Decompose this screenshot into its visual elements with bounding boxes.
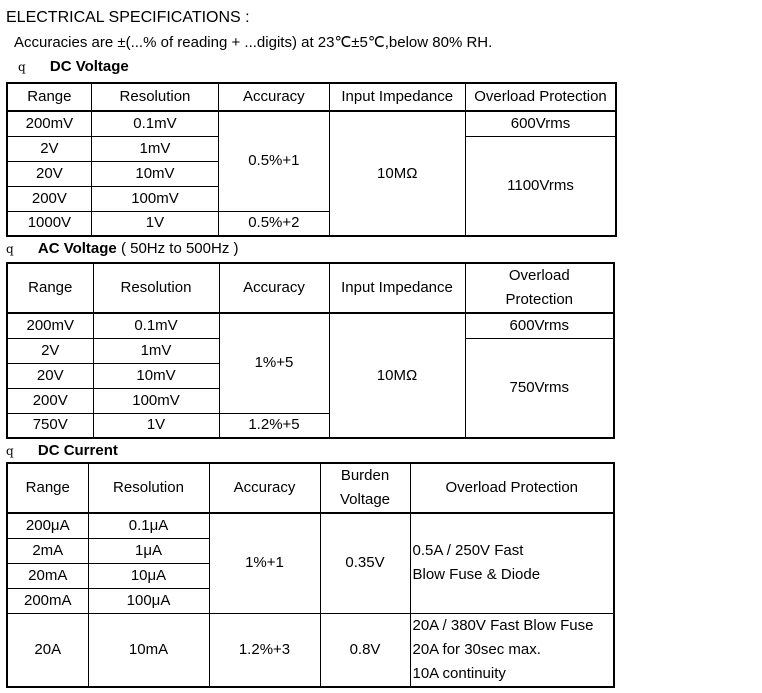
- accuracy-cell: 1.2%+5: [219, 413, 329, 438]
- range-cell: 750V: [7, 413, 93, 438]
- range-cell: 20V: [7, 161, 91, 186]
- dc-voltage-title: DC Voltage: [49, 58, 129, 75]
- resolution-cell: 10mV: [91, 161, 218, 186]
- accuracy-cell: 1%+1: [209, 513, 320, 613]
- header-accuracy: Accuracy: [219, 263, 329, 313]
- header-overload-protection: [465, 263, 614, 313]
- range-cell: 20A: [7, 613, 88, 687]
- header-resolution: Resolution: [88, 463, 209, 513]
- resolution-cell: 10mA: [88, 613, 209, 687]
- burden-cell: 0.35V: [320, 513, 410, 613]
- overload-line: 20A for 30sec max.: [412, 640, 541, 658]
- accuracy-cell: 0.5%+2: [219, 211, 329, 236]
- resolution-cell: 10mV: [93, 363, 219, 388]
- resolution-cell: 100mV: [91, 186, 218, 211]
- range-cell: 200mA: [7, 588, 88, 613]
- accuracy-cell: 0.5%+1: [219, 111, 329, 211]
- range-cell: 2V: [7, 136, 91, 161]
- bullet-icon: q: [6, 444, 14, 458]
- range-cell: 200mV: [7, 111, 91, 136]
- overload-line: Blow Fuse & Diode: [412, 566, 541, 584]
- range-cell: 1000V: [7, 211, 91, 236]
- resolution-cell: 1V: [91, 211, 218, 236]
- accuracy-cell: 1%+5: [219, 313, 329, 413]
- bullet-icon: q: [18, 60, 26, 74]
- resolution-cell: 100μA: [88, 588, 209, 613]
- dc-current-title-row: [6, 442, 118, 460]
- range-cell: 200V: [7, 186, 91, 211]
- dc-voltage-title-row: [18, 58, 129, 76]
- overload-cell: 600Vrms: [465, 111, 616, 136]
- header-range: Range: [7, 263, 93, 313]
- header-burden-line: Burden: [340, 467, 390, 484]
- resolution-cell: 100mV: [93, 388, 219, 413]
- header-range: Range: [7, 463, 88, 513]
- range-cell: 20V: [7, 363, 93, 388]
- dc-current-table: [6, 462, 615, 688]
- range-cell: 200μA: [7, 513, 88, 538]
- header-overload-protection: Overload Protection: [465, 83, 616, 111]
- resolution-cell: 1mV: [91, 136, 218, 161]
- header-accuracy: Accuracy: [209, 463, 320, 513]
- header-overload-protection: Overload Protection: [410, 463, 614, 513]
- impedance-cell: 10MΩ: [329, 111, 465, 236]
- range-cell: 2mA: [7, 538, 88, 563]
- header-input-impedance: Input Impedance: [329, 83, 465, 111]
- ac-voltage-table: [6, 262, 615, 439]
- overload-line: 0.5A / 250V Fast: [412, 542, 524, 560]
- overload-cell: 1100Vrms: [465, 136, 616, 236]
- header-resolution: Resolution: [91, 83, 218, 111]
- resolution-cell: 1μA: [88, 538, 209, 563]
- spec-heading: ELECTRICAL SPECIFICATIONS :: [6, 9, 250, 26]
- burden-cell: 0.8V: [320, 613, 410, 687]
- header-voltage-line: Voltage: [339, 491, 391, 508]
- header-range: Range: [7, 83, 91, 111]
- impedance-cell: 10MΩ: [329, 313, 465, 438]
- header-input-impedance: Input Impedance: [329, 263, 465, 313]
- overload-line: 10A continuity: [412, 664, 506, 682]
- overload-cell: 750Vrms: [465, 338, 614, 438]
- ac-voltage-title: AC Voltage: [37, 240, 117, 257]
- range-cell: 200V: [7, 388, 93, 413]
- ac-voltage-title-row: [6, 240, 238, 258]
- resolution-cell: 0.1mV: [93, 313, 219, 338]
- overload-cell: [410, 613, 614, 687]
- ac-voltage-subtitle: ( 50Hz to 500Hz ): [120, 240, 239, 257]
- accuracy-note: Accuracies are ±(...% of reading + ...digits) at 23℃±5℃,below 80% RH.: [14, 34, 493, 51]
- range-cell: 20mA: [7, 563, 88, 588]
- header-accuracy: Accuracy: [219, 83, 329, 111]
- bullet-icon: q: [6, 242, 14, 256]
- header-protection-line: Protection: [505, 291, 574, 308]
- header-resolution: Resolution: [93, 263, 219, 313]
- dc-current-title: DC Current: [37, 442, 118, 459]
- resolution-cell: 0.1μA: [88, 513, 209, 538]
- header-burden-voltage: [320, 463, 410, 513]
- resolution-cell: 1mV: [93, 338, 219, 363]
- range-cell: 200mV: [7, 313, 93, 338]
- resolution-cell: 0.1mV: [91, 111, 218, 136]
- resolution-cell: 1V: [93, 413, 219, 438]
- accuracy-cell: 1.2%+3: [209, 613, 320, 687]
- header-overload-line: Overload: [508, 267, 570, 284]
- resolution-cell: 10μA: [88, 563, 209, 588]
- overload-cell: [410, 513, 614, 613]
- overload-line: 20A / 380V Fast Blow Fuse: [412, 616, 594, 634]
- overload-cell: 600Vrms: [465, 313, 614, 338]
- range-cell: 2V: [7, 338, 93, 363]
- dc-voltage-table: [6, 82, 617, 237]
